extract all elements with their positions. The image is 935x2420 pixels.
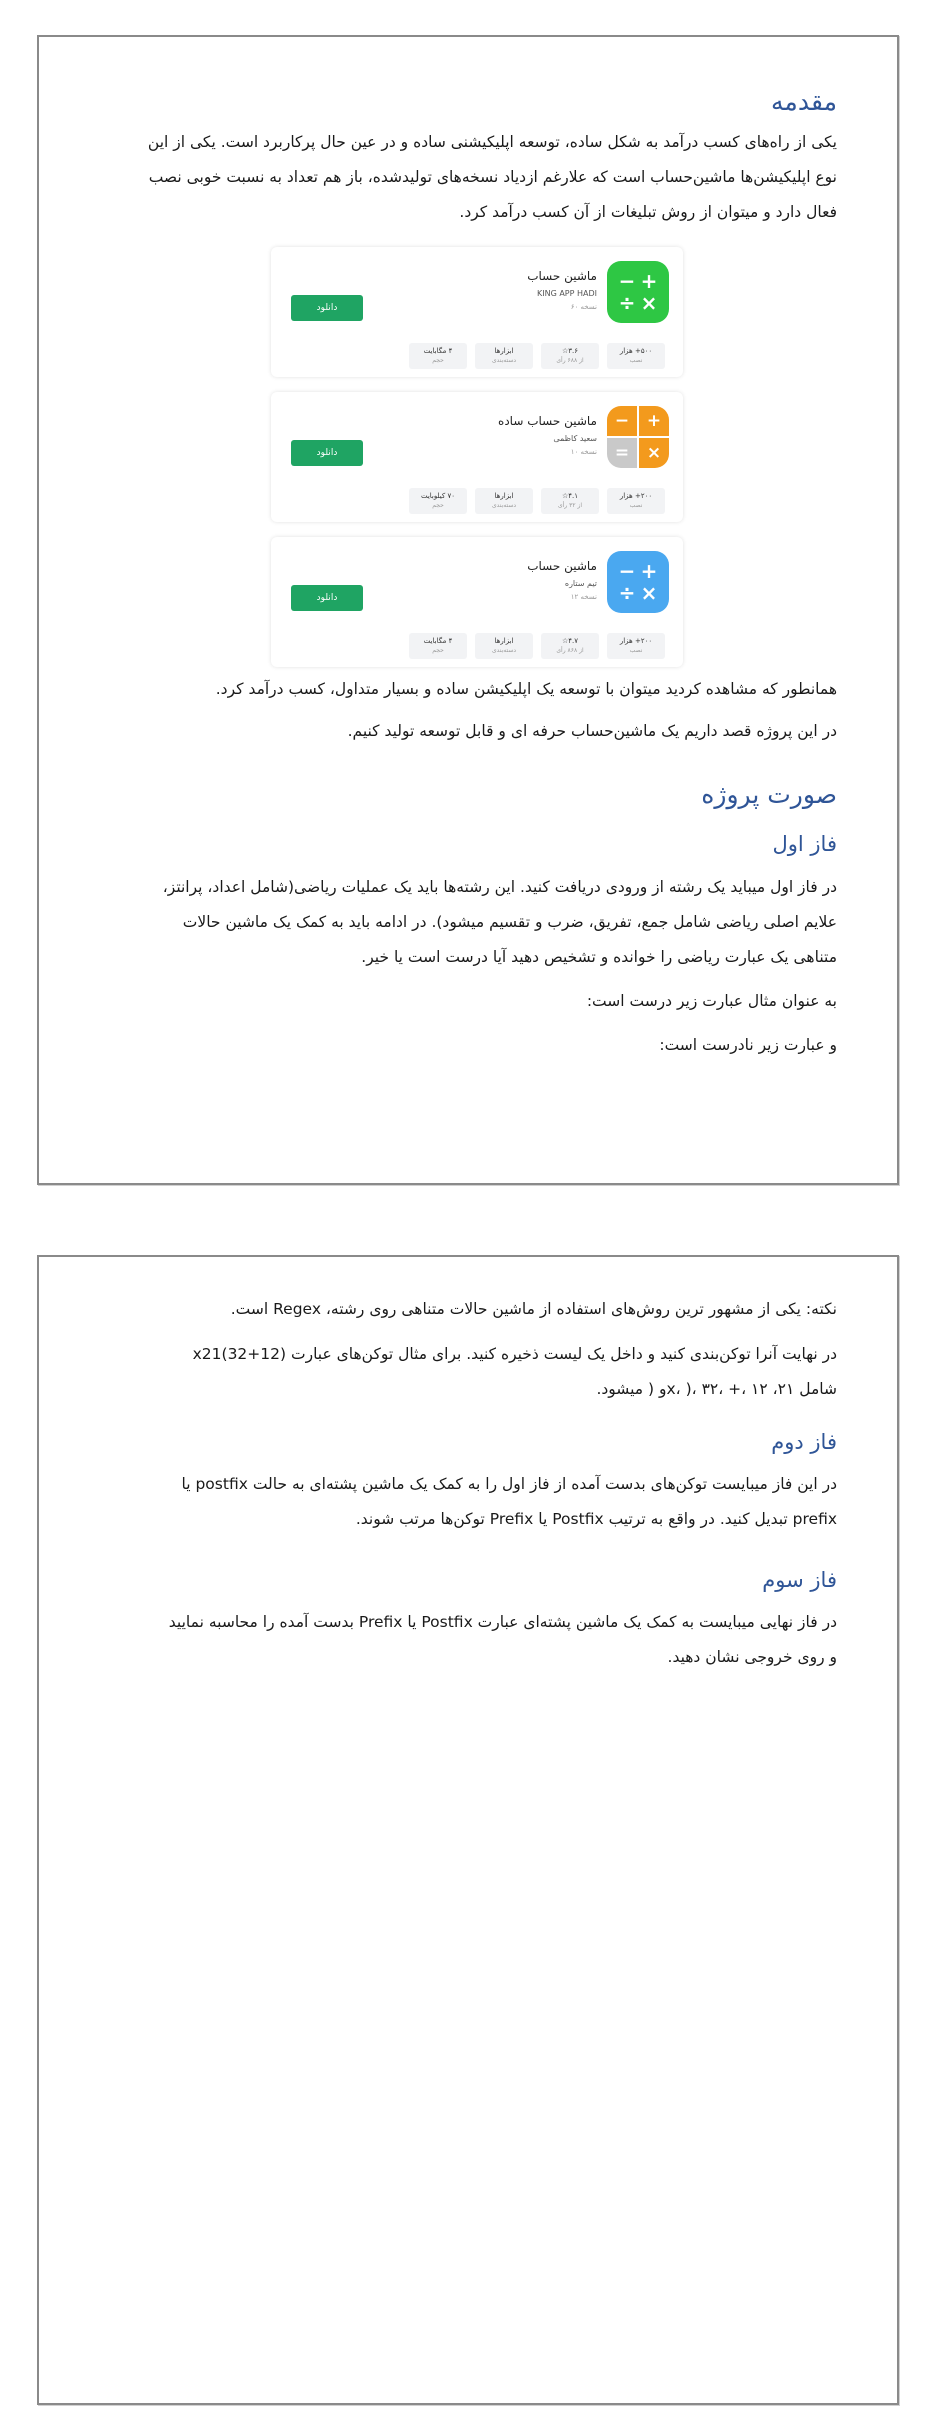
download-button[interactable]: دانلود — [291, 585, 363, 611]
intro-line-1: یکی از راه‌های کسب درآمد به شکل ساده، توسعه اپلیکیشنی ساده و در عین حال پرکاربرد است. یکی از این — [147, 133, 837, 151]
heading-introduction: مقدمه — [771, 87, 837, 116]
document-page-1 — [37, 35, 899, 1185]
phase-1-line-3: متناهی یک عبارت ریاضی را خوانده و تشخیص دهید آیا درست است یا خیر. — [361, 948, 837, 966]
after-images-line-2: در این پروژه قصد داریم یک ماشین‌حساب حرفه ای و قابل توسعه تولید کنیم. — [347, 722, 837, 740]
page-2-content — [119, 1292, 837, 2392]
app-card — [271, 392, 683, 522]
app-store-screenshot — [271, 247, 683, 667]
heading-phase-3: فاز سوم — [762, 1568, 837, 1592]
stat-category: ابزارها دسته‌بندی — [475, 488, 533, 514]
phase-1-line-2: علایم اصلی ریاضی شامل جمع، تفریق، ضرب و تقسیم میشود). در ادامه باید به کمک یک ماشین حالات — [182, 913, 837, 931]
app-card — [271, 247, 683, 377]
app-stats — [409, 633, 665, 659]
phase-2-line-1: در این فاز میبایست توکن‌های بدست آمده از فاز اول را به کمک یک ماشین پشته‌ای به حالت postfix یا — [181, 1475, 837, 1493]
document-page-2 — [37, 1255, 899, 2405]
app-developer: KING APP HADI — [536, 289, 597, 298]
stat-installs: ۵۰۰+ هزار نصب — [607, 343, 665, 369]
phase-3-line-1: در فاز نهایی میبایست به کمک یک ماشین پشته‌ای عبارت Postfix یا Prefix بدست آمده را محاسبه نمایید — [168, 1613, 837, 1631]
phase-1-valid-example: به عنوان مثال عبارت زیر درست است: — [586, 992, 837, 1010]
heading-phase-2: فاز دوم — [771, 1430, 837, 1454]
calculator-app-icon: + − × ÷ — [607, 261, 669, 323]
app-stats — [409, 488, 665, 514]
app-card — [271, 537, 683, 667]
stat-size: ۷۰ کیلوبایت حجم — [409, 488, 467, 514]
app-version: نسخه ۶۰ — [570, 303, 597, 311]
after-images-line-1: همانطور که مشاهده کردید میتوان با توسعه یک اپلیکیشن ساده و بسیار متداول، کسب درآمد کرد. — [215, 680, 837, 698]
stat-rating: ۴.۱☆ از ۳۲ رأی — [541, 488, 599, 514]
app-developer: سعید کاظمی — [553, 434, 597, 443]
intro-line-3: فعال دارد و میتوان از روش تبلیغات از آن کسب درآمد کرد. — [459, 203, 837, 221]
phase-1-invalid-example: و عبارت زیر نادرست است: — [659, 1036, 837, 1054]
heading-project-description: صورت پروژه — [701, 780, 837, 809]
regex-note: نکته: یکی از مشهور ترین روش‌های استفاده از ماشین حالات متناهی روی رشته، Regex است. — [230, 1300, 837, 1318]
page-1-content-lower — [119, 672, 837, 1172]
heading-phase-1: فاز اول — [772, 832, 837, 856]
calculator-app-icon: + − × = — [607, 406, 669, 468]
app-version: نسخه ۱۰ — [570, 448, 597, 456]
stat-category: ابزارها دسته‌بندی — [475, 633, 533, 659]
app-stats — [409, 343, 665, 369]
tokens-line-1: در نهایت آنرا توکن‌بندی کنید و داخل یک لیست ذخیره کنید. برای مثال توکن‌های عبارت (12+32)x21 — [192, 1345, 837, 1363]
app-version: نسخه ۱۲ — [570, 593, 597, 601]
stat-rating: ۳.۶☆ از ۶۸۸ رأی — [541, 343, 599, 369]
intro-line-2: نوع اپلیکیشن‌ها ماشین‌حساب است که علارغم ازدیاد نسخه‌های تولیدشده، باز هم تعداد به نسبت خوبی نصب — [148, 168, 837, 186]
stat-size: ۴ مگابایت حجم — [409, 633, 467, 659]
phase-2-line-2: prefix تبدیل کنید. در واقع به ترتیب Postfix یا Prefix توکن‌ها مرتب شوند. — [355, 1510, 837, 1528]
calculator-app-icon: + − × ÷ — [607, 551, 669, 613]
download-button[interactable]: دانلود — [291, 440, 363, 466]
stat-rating: ۴.۷☆ از ۸۶۸ رأی — [541, 633, 599, 659]
phase-3-line-2: و روی خروجی نشان دهید. — [667, 1648, 837, 1666]
tokens-line-2: شامل ۲۱، x، )، ۳۲، +، ۱۲و ( میشود. — [596, 1380, 837, 1398]
stat-size: ۴ مگابایت حجم — [409, 343, 467, 369]
stat-category: ابزارها دسته‌بندی — [475, 343, 533, 369]
stat-installs: ۲۰۰+ هزار نصب — [607, 488, 665, 514]
app-name: ماشین حساب — [527, 559, 597, 573]
download-button[interactable]: دانلود — [291, 295, 363, 321]
app-developer: تیم ستاره — [564, 579, 597, 588]
stat-installs: ۲۰۰+ هزار نصب — [607, 633, 665, 659]
phase-1-line-1: در فاز اول میباید یک رشته از ورودی دریافت کنید. این رشته‌ها باید یک عملیات ریاضی(شامل اعداد، پرانتز، — [162, 878, 837, 896]
app-name: ماشین حساب — [527, 269, 597, 283]
app-name: ماشین حساب ساده — [498, 414, 597, 428]
